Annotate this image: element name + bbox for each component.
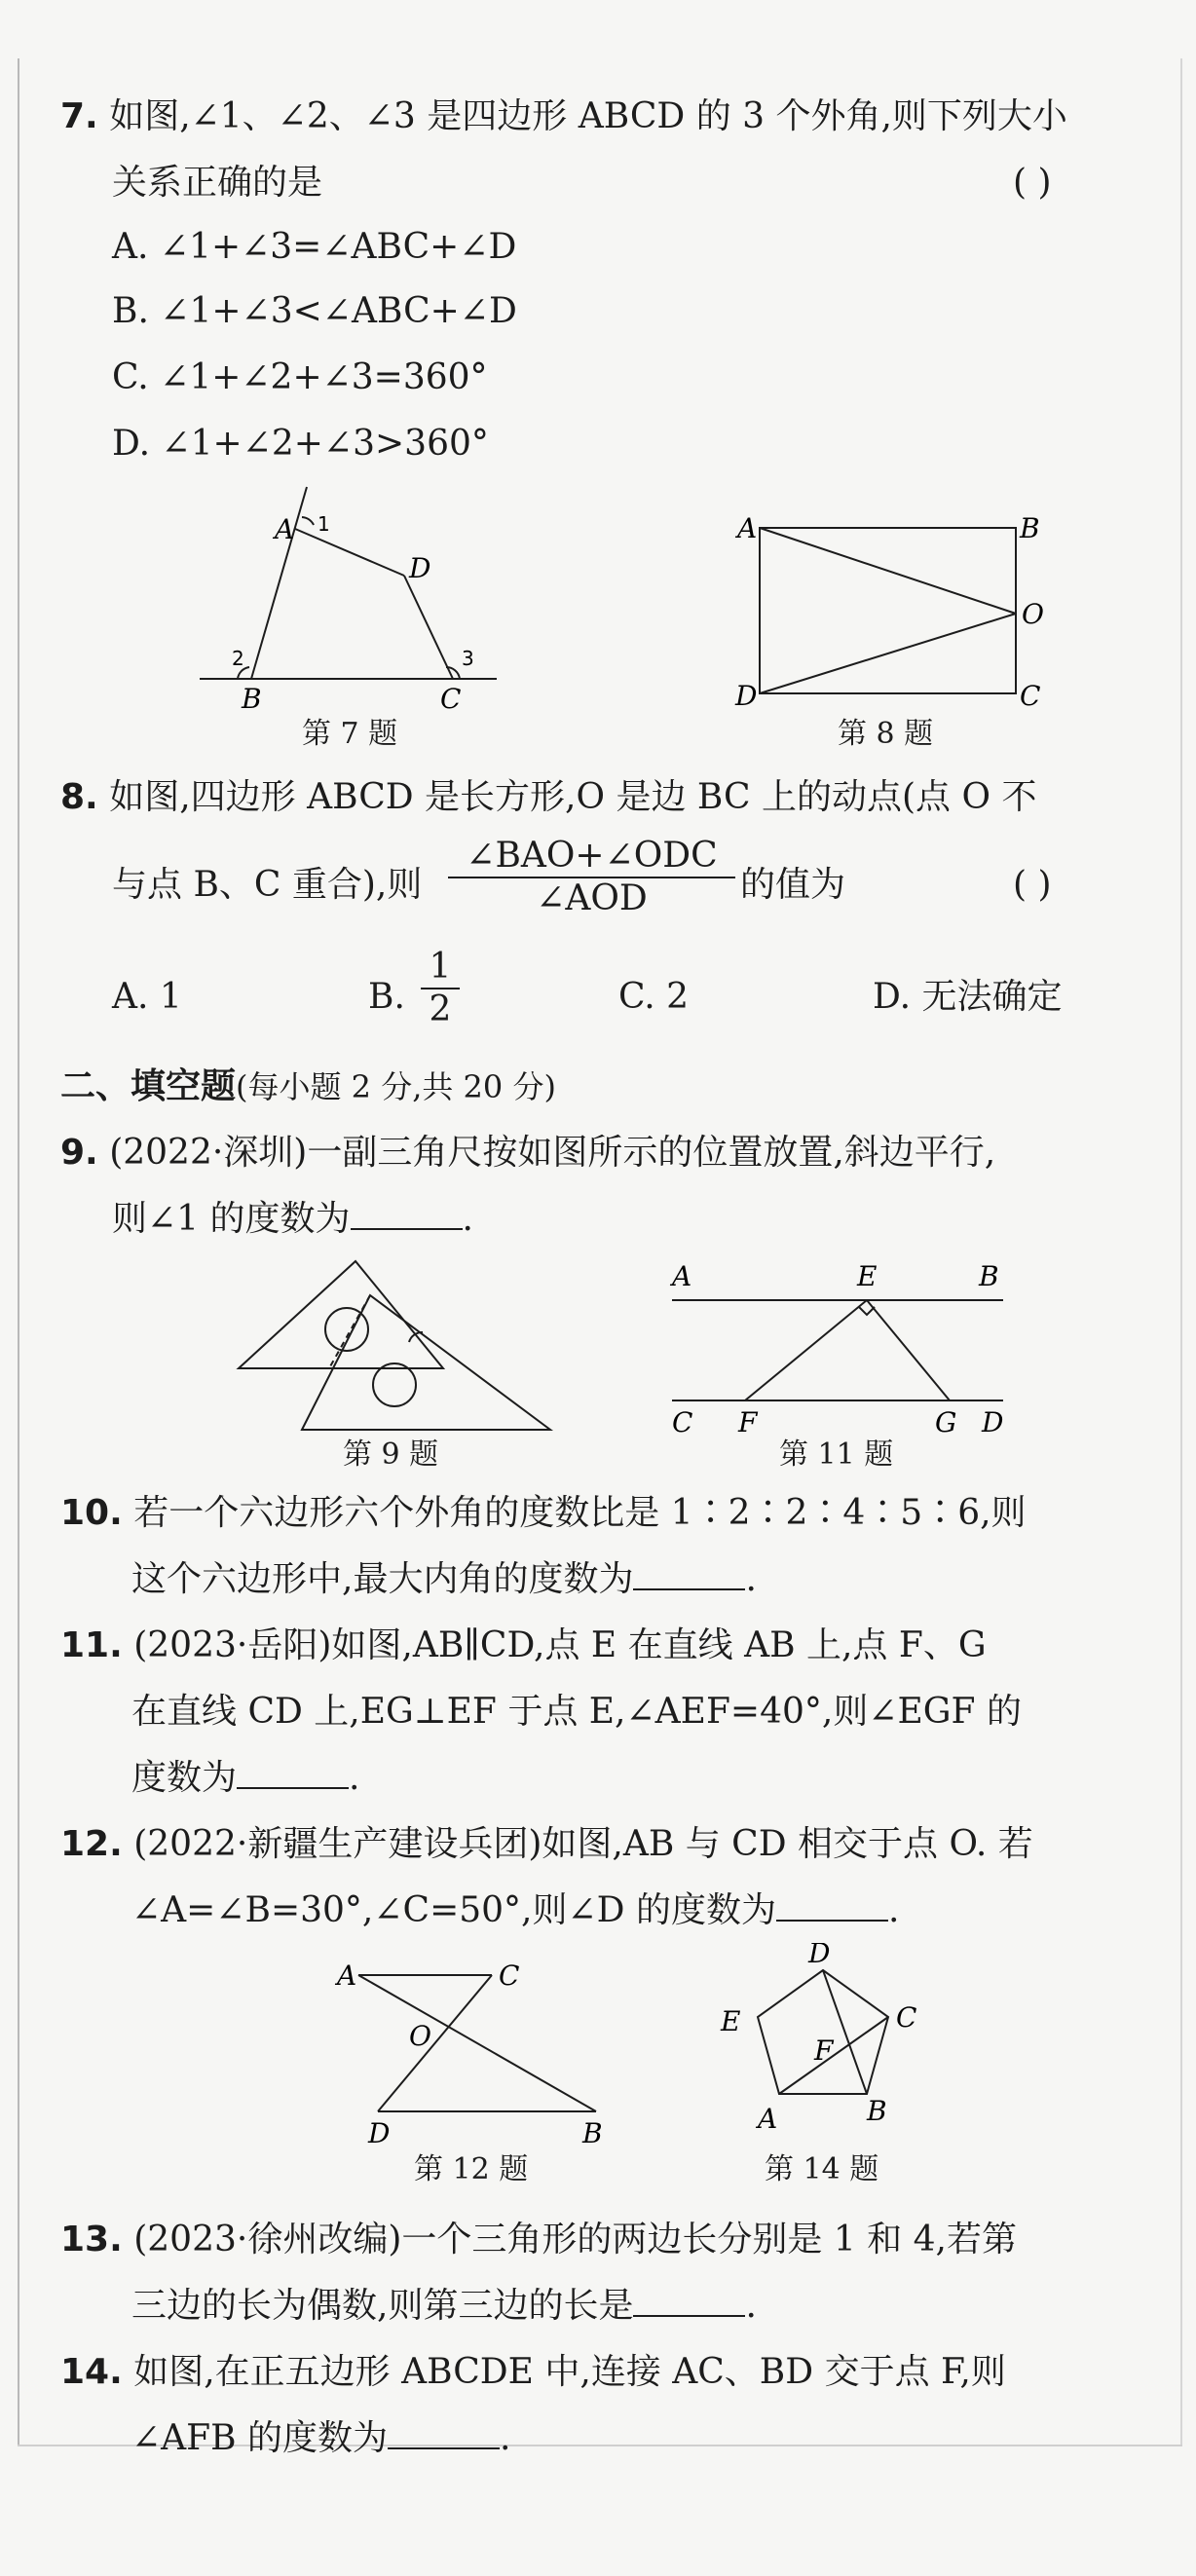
q8-line2-pre: 与点 B、C 重合),则 <box>112 865 423 905</box>
fig11-label-g: G <box>935 1406 957 1437</box>
q8-option-c: C. 2 <box>618 977 690 1017</box>
right-margin-line <box>1180 58 1182 2445</box>
figure-12 <box>331 1948 623 2147</box>
q10-line1 <box>60 1490 1027 1537</box>
q7-option-a: A. ∠1+∠3=∠ABC+∠D <box>112 227 517 267</box>
q14-text2: ∠AFB 的度数为 <box>131 2418 389 2458</box>
fig12-caption: 第 12 题 <box>414 2152 529 2186</box>
fig14-label-c: C <box>896 2001 917 2034</box>
q12-number: 12. <box>60 1824 123 1864</box>
q9-number: 9. <box>60 1133 98 1173</box>
fig7-label-c: C <box>440 683 462 715</box>
q8-line2-post: 的值为 <box>740 865 846 905</box>
q8-option-b-fraction <box>421 947 460 1030</box>
fig8-label-o: O <box>1022 598 1044 630</box>
q9-period: . <box>462 1199 473 1239</box>
q13-number: 13. <box>60 2220 123 2259</box>
left-margin-line <box>18 58 19 2445</box>
fig8-label-d: D <box>735 680 758 712</box>
q13-line1 <box>60 2217 1017 2263</box>
fig12-label-b: B <box>582 2117 603 2147</box>
fig7-label-1: 1 <box>318 512 330 536</box>
figure-9 <box>224 1256 565 1437</box>
fig8-caption: 第 8 题 <box>838 717 934 751</box>
q12-period: . <box>887 1890 900 1930</box>
fig12-label-d: D <box>368 2117 391 2147</box>
q11-answer-blank[interactable] <box>237 1758 349 1789</box>
q10-text2: 这个六边形中,最大内角的度数为 <box>131 1559 634 1599</box>
q8-option-d: D. 无法确定 <box>873 977 1063 1017</box>
q11-text3: 度数为 <box>131 1758 238 1798</box>
q8-option-a: A. 1 <box>112 977 182 1017</box>
q11-number: 11. <box>60 1625 123 1665</box>
fig8-label-c: C <box>1020 680 1041 712</box>
q8-option-b-numerator: 1 <box>429 947 452 987</box>
q12-line1 <box>60 1821 1033 1868</box>
figure-8 <box>726 506 1057 716</box>
q11-period: . <box>349 1758 360 1798</box>
q9-line1 <box>60 1130 995 1176</box>
fig11-caption: 第 11 题 <box>779 1437 894 1472</box>
fig14-label-f: F <box>814 2035 834 2067</box>
q14-text1: 如图,在正五边形 ABCDE 中,连接 AC、BD 交于点 F,则 <box>133 2352 1006 2392</box>
fig14-caption: 第 14 题 <box>765 2152 879 2186</box>
q14-line1 <box>60 2349 1006 2396</box>
q13-answer-blank[interactable] <box>633 2286 745 2317</box>
fig14-label-e: E <box>721 2005 741 2037</box>
q8-text1: 如图,四边形 ABCD 是长方形,O 是边 BC 上的动点(点 O 不 <box>109 777 1037 817</box>
fig11-label-f: F <box>738 1406 758 1437</box>
fig11-label-a: A <box>672 1260 692 1292</box>
q13-line2 <box>131 2283 757 2330</box>
q13-text2: 三边的长为偶数,则第三边的长是 <box>131 2286 634 2326</box>
q14-period: . <box>500 2418 511 2458</box>
fig7-label-3: 3 <box>462 647 474 670</box>
q14-answer-blank[interactable] <box>388 2418 500 2449</box>
q8-frac-denominator: ∠AOD <box>536 878 648 918</box>
q9-text1: (2022·深圳)一副三角尺按如图所示的位置放置,斜边平行, <box>109 1133 996 1173</box>
fig11-label-d: D <box>982 1406 1004 1437</box>
q7-number: 7. <box>60 96 98 136</box>
fig14-label-a: A <box>758 2103 778 2135</box>
q11-text1: (2023·岳阳)如图,AB∥CD,点 E 在直线 AB 上,点 F、G <box>133 1625 987 1665</box>
q10-period: . <box>745 1559 757 1599</box>
fig8-label-a: A <box>737 512 758 544</box>
q7-answer-paren: ( ) <box>1013 163 1052 203</box>
section2-heading <box>60 1064 556 1110</box>
fig7-label-a: A <box>275 513 295 545</box>
figure-11 <box>662 1256 1023 1437</box>
fig7-label-2: 2 <box>232 647 244 670</box>
q14-line2 <box>131 2415 511 2462</box>
q8-line1 <box>60 774 1036 821</box>
q12-text2: ∠A=∠B=30°,∠C=50°,则∠D 的度数为 <box>131 1890 776 1930</box>
q7-option-b: B. ∠1+∠3<∠ABC+∠D <box>112 291 517 331</box>
q12-answer-blank[interactable] <box>776 1890 888 1922</box>
fig14-label-b: B <box>867 2095 887 2127</box>
figure-7 <box>185 482 516 716</box>
q13-text1: (2023·徐州改编)一个三角形的两边长分别是 1 和 4,若第 <box>133 2220 1017 2259</box>
q7-line2: 关系正确的是 <box>112 163 323 203</box>
q9-text2: 则∠1 的度数为 <box>112 1199 351 1239</box>
fig7-label-d: D <box>409 552 431 584</box>
q9-line2 <box>112 1196 473 1243</box>
q11-line2: 在直线 CD 上,EG⊥EF 于点 E,∠AEF=40°,则∠EGF 的 <box>131 1692 1022 1732</box>
fig12-label-c: C <box>499 1960 520 1992</box>
q7-option-d: D. ∠1+∠2+∠3>360° <box>112 424 489 464</box>
q7-line1 <box>60 93 1067 140</box>
fig8-label-b: B <box>1020 512 1040 544</box>
q10-answer-blank[interactable] <box>633 1559 745 1590</box>
q10-line2 <box>131 1556 757 1603</box>
fig11-label-c: C <box>672 1406 693 1437</box>
section2-title: 二、填空题 <box>60 1066 237 1106</box>
section2-note: (每小题 2 分,共 20 分) <box>236 1068 556 1105</box>
q8-option-b-denominator: 2 <box>429 989 452 1029</box>
fig12-label-a: A <box>337 1960 357 1992</box>
fig7-caption: 第 7 题 <box>302 717 398 751</box>
q8-option-b-label: B. <box>368 977 405 1017</box>
q8-answer-paren: ( ) <box>1013 865 1052 905</box>
fig9-caption: 第 9 题 <box>343 1437 439 1472</box>
fig12-label-o: O <box>409 2020 431 2052</box>
q10-text1: 若一个六边形六个外角的度数比是 1∶2∶2∶4∶5∶6,则 <box>133 1493 1027 1533</box>
q7-option-c: C. ∠1+∠2+∠3=360° <box>112 357 488 397</box>
q10-number: 10. <box>60 1493 123 1533</box>
q8-number: 8. <box>60 777 98 817</box>
q11-line1 <box>60 1623 987 1669</box>
fig7-label-b: B <box>242 683 262 715</box>
fig11-label-b: B <box>979 1260 999 1292</box>
q8-frac-numerator: ∠BAO+∠ODC <box>466 836 718 876</box>
fig14-label-d: D <box>808 1943 831 1969</box>
q14-number: 14. <box>60 2352 123 2392</box>
fig11-label-e: E <box>857 1260 878 1292</box>
q13-period: . <box>745 2286 757 2326</box>
q8-fraction <box>448 836 735 919</box>
q11-line3 <box>131 1755 359 1802</box>
q12-line2 <box>131 1887 899 1934</box>
q7-text1: 如图,∠1、∠2、∠3 是四边形 ABCD 的 3 个外角,则下列大小 <box>109 96 1067 136</box>
q12-text1: (2022·新疆生产建设兵团)如图,AB 与 CD 相交于点 O. 若 <box>133 1824 1033 1864</box>
q9-answer-blank[interactable] <box>351 1199 463 1230</box>
figure-14 <box>711 1943 935 2152</box>
